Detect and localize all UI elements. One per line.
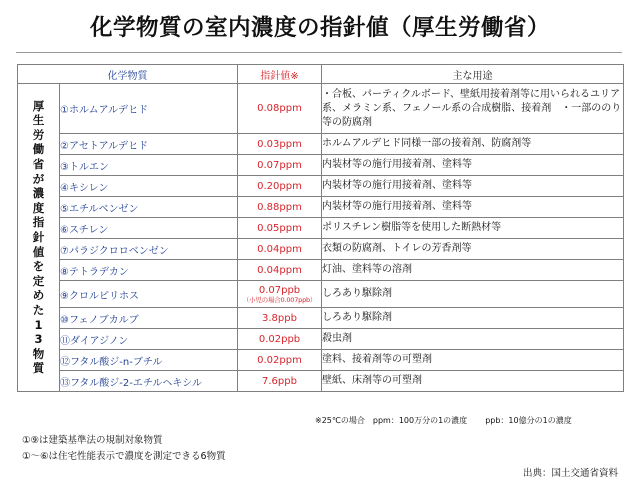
- table-row: [18, 218, 624, 239]
- substance-name: ⑦パラジクロロベンゼン: [60, 239, 238, 260]
- substance-name: ⑨クロルピリホス: [60, 281, 238, 308]
- guideline-value: 0.88ppm: [238, 197, 322, 218]
- usage-text: 殺虫剤: [322, 329, 624, 350]
- table-row: [18, 239, 624, 260]
- usage-text: しろあり駆除剤: [322, 308, 624, 329]
- usage-text: 内装材等の施行用接着剤、塗料等: [322, 197, 624, 218]
- table-header-row: [18, 65, 624, 84]
- header-guideline: 指針値※: [238, 65, 322, 84]
- usage-text: 塗料、接着剤等の可塑剤: [322, 350, 624, 371]
- usage-text: 灯油、塗料等の溶剤: [322, 260, 624, 281]
- guideline-value: 0.02ppb: [238, 329, 322, 350]
- guideline-value: 3.8ppb: [238, 308, 322, 329]
- title-divider: [16, 52, 622, 53]
- guideline-value-note: （小児の場合0.007ppb）: [242, 295, 317, 304]
- table-row: [18, 84, 624, 134]
- table-row: [18, 281, 624, 308]
- usage-text: 壁紙、床剤等の可塑剤: [322, 371, 624, 392]
- substance-name: ⑫フタル酸ジ-n-ブチル: [60, 350, 238, 371]
- measurement-note: ①～⑥は住宅性能表示で濃度を測定できる6物質: [22, 451, 226, 462]
- substance-name: ⑬フタル酸ジ-2-エチルヘキシル: [60, 371, 238, 392]
- substance-name: ③トルエン: [60, 155, 238, 176]
- usage-text: 内装材等の施行用接着剤、塗料等: [322, 176, 624, 197]
- substance-name: ⑥スチレン: [60, 218, 238, 239]
- substance-name: ②アセトアルデヒド: [60, 134, 238, 155]
- guideline-value: 0.02ppm: [238, 350, 322, 371]
- substance-name: ④キシレン: [60, 176, 238, 197]
- unit-footnote-ppm: ※25℃の場合 ppm：100万分の1の濃度: [315, 416, 468, 425]
- guideline-table: [17, 64, 624, 392]
- usage-text: ホルムアルデヒド同様一部の接着剤、防腐剤等: [322, 134, 624, 155]
- guideline-value: 0.20ppm: [238, 176, 322, 197]
- table-row: [18, 197, 624, 218]
- guideline-value: 0.07ppm: [238, 155, 322, 176]
- guideline-value: 0.05ppm: [238, 218, 322, 239]
- page-title: 化学物質の室内濃度の指針値（厚生労働省）: [89, 15, 550, 41]
- unit-footnote-ppb: ppb：10億分の1の濃度: [485, 416, 572, 425]
- sidebar-label: [18, 84, 60, 392]
- guideline-value: 0.03ppm: [238, 134, 322, 155]
- guideline-value-main: 0.07ppb: [258, 284, 301, 296]
- usage-text: 衣類の防腐剤、トイレの芳香剤等: [322, 239, 624, 260]
- source-credit: 出典：国土交通省資料: [522, 468, 618, 479]
- guideline-value: 7.6ppb: [238, 371, 322, 392]
- substance-name: ⑩フェノブカルブ: [60, 308, 238, 329]
- substance-name: ⑧テトラデカン: [60, 260, 238, 281]
- guideline-value: [238, 281, 322, 308]
- usage-text: ポリスチレン樹脂等を使用した断熱材等: [322, 218, 624, 239]
- regulation-note: ①⑨は建築基準法の規制対象物質: [22, 435, 163, 446]
- header-substance: 化学物質: [18, 65, 238, 84]
- guideline-value: 0.04ppm: [238, 260, 322, 281]
- table-row: [18, 350, 624, 371]
- table-row: [18, 329, 624, 350]
- table-row: [18, 176, 624, 197]
- table-row: [18, 260, 624, 281]
- substance-name: ①ホルムアルデヒド: [60, 84, 238, 134]
- substance-name: ⑤エチルベンゼン: [60, 197, 238, 218]
- unit-footnote: [315, 415, 620, 426]
- table-row: [18, 308, 624, 329]
- usage-text: 内装材等の施行用接着剤、塗料等: [322, 155, 624, 176]
- guideline-value: 0.04ppm: [238, 239, 322, 260]
- table-row: [18, 134, 624, 155]
- usage-text: ・合板、パーティクルボード、壁紙用接着剤等に用いられるユリア系、メラミン系、フェノール系の合成樹脂、接着剤 ・一部ののり等の防腐剤: [322, 84, 624, 134]
- table-row: [18, 155, 624, 176]
- guideline-value: 0.08ppm: [238, 84, 322, 134]
- sidebar-label-text: 厚生労働省が濃度指針値を定めた13物質: [32, 98, 45, 376]
- usage-text: しろあり駆除剤: [322, 281, 624, 308]
- substance-name: ⑪ダイアジノン: [60, 329, 238, 350]
- table-row: [18, 371, 624, 392]
- header-usage: 主な用途: [322, 65, 624, 84]
